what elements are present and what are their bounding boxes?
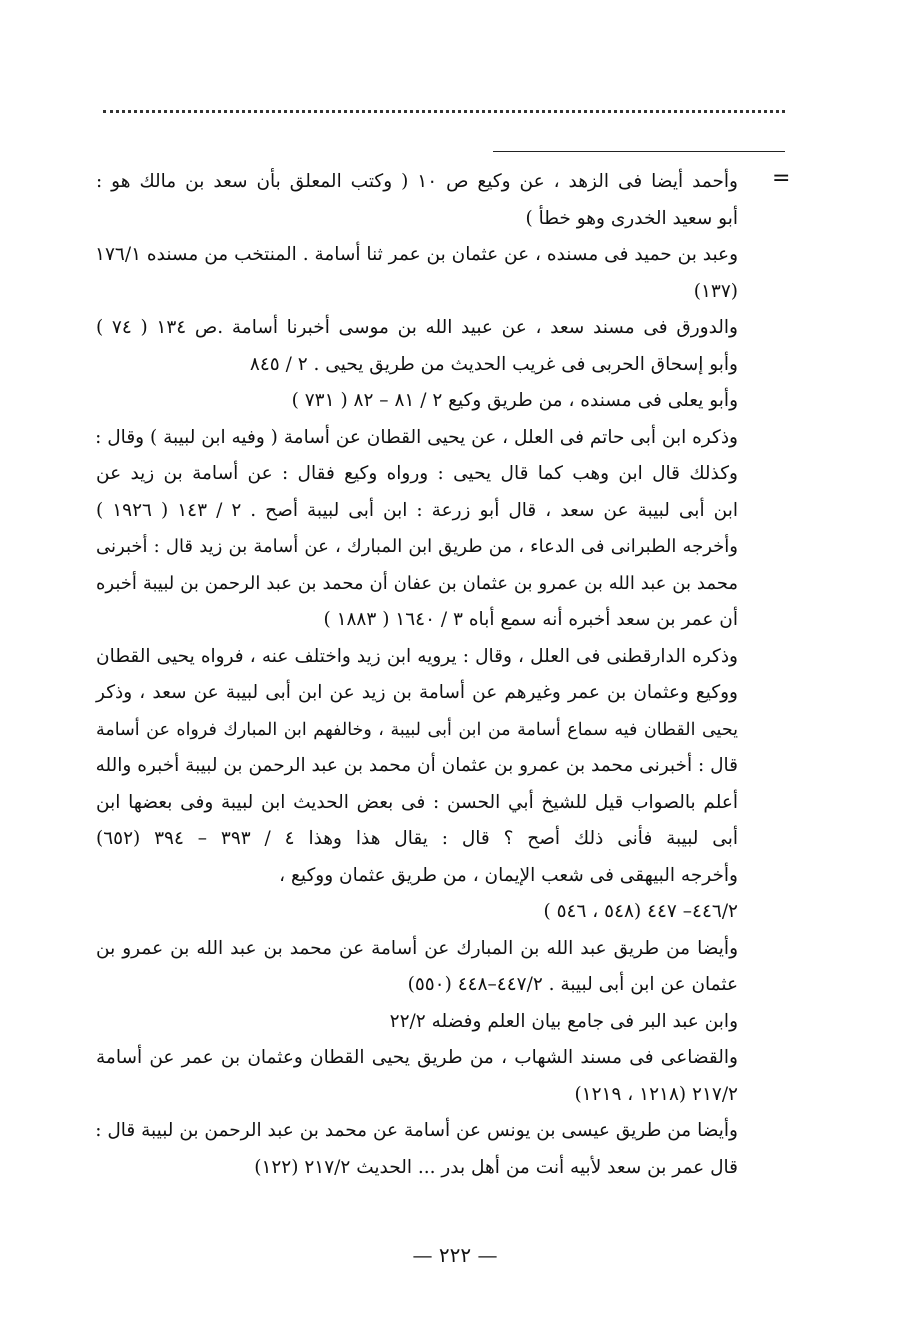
text-line: يحيى القطان فيه سماع أسامة من ابن أبى لبيبة ، وخالفهم ابن المبارك فرواه عن أسامة bbox=[96, 719, 738, 740]
text-line: ٤٤٦/٢– ٤٤٧ (٥٤٨ ، ٥٤٦ ) bbox=[543, 901, 738, 922]
text-line: قال عمر بن سعد لأبيه أنت من أهل بدر ... الحديث ٢١٧/٢ (١٢٢) bbox=[254, 1156, 738, 1178]
text-line: أبى لبيبة فأنى ذلك أصح ؟ قال : يقال هذا وهذا ٤ / ٣٩٣ – ٣٩٤ (٦٥٢) bbox=[96, 828, 739, 849]
text-line: ووكيع وعثمان بن عمر وغيرهم عن أسامة بن زيد عن ابن أبى لبيبة عن سعد ، وذكر bbox=[96, 682, 738, 703]
text-line: وابن عبد البر فى جامع بيان العلم وفضله ٢٢/٢ bbox=[389, 1010, 738, 1032]
text-line: أعلم بالصواب قيل للشيخ أبي الحسن : فى بعض الحديث ابن لبيبة وفى بعضها ابن bbox=[96, 791, 738, 813]
text-line: وذكره الدارقطنى فى العلل ، وقال : يرويه ابن زيد واختلف عنه ، فرواه يحيى القطان bbox=[96, 645, 738, 667]
text-line: وأخرجه الطبرانى فى الدعاء ، من طريق ابن المبارك ، عن أسامة بن زيد قال : أخبرنى bbox=[96, 536, 738, 557]
text-line: وأبو يعلى فى مسنده ، من طريق وكيع ٢ / ٨١ – ٨٢ ( ٧٣١ ) bbox=[291, 390, 738, 411]
footnote-rule bbox=[493, 151, 785, 152]
text-line: أبو سعيد الخدرى وهو خطأ ) bbox=[525, 207, 738, 229]
text-line: وأحمد أيضا فى الزهد ، عن وكيع ص ١٠ ( وكتب المعلق بأن سعد بن مالك هو : bbox=[96, 171, 738, 192]
footnote-text bbox=[96, 164, 738, 1186]
text-line: وأيضا من طريق عبد الله بن المبارك عن أسامة عن محمد بن عبد الله بن عمرو بن bbox=[96, 937, 738, 959]
continuation-mark: = bbox=[772, 166, 791, 191]
text-line: وذكره ابن أبى حاتم فى العلل ، عن يحيى القطان عن أسامة ( وفيه ابن لبيبة ) وقال : bbox=[95, 426, 738, 448]
text-line: عثمان عن ابن أبى لبيبة . ٤٤٧/٢–٤٤٨ (٥٥٠) bbox=[407, 974, 738, 995]
text-line: وأبو إسحاق الحربى فى غريب الحديث من طريق يحيى . ٢ / ٨٤٥ bbox=[249, 353, 738, 375]
text-line: وكذلك قال ابن وهب كما قال يحيى : ورواه وكيع فقال : عن أسامة بن زيد عن bbox=[96, 463, 738, 484]
text-line: ابن أبى لبيبة عن سعد ، قال أبو زرعة : ابن أبى لبيبة أصح . ٢ / ١٤٣ ( ١٩٢٦ ) bbox=[96, 499, 738, 521]
text-line: ٢١٧/٢ (١٢١٨ ، ١٢١٩) bbox=[574, 1083, 738, 1105]
text-line: وأيضا من طريق عيسى بن يونس عن أسامة عن محمد بن عبد الرحمن بن لبيبة قال : bbox=[95, 1120, 738, 1141]
text-line: محمد بن عبد الله بن عمرو بن عثمان بن عفان أن محمد بن عبد الرحمن بن لبيبة أخبره bbox=[96, 572, 738, 594]
text-line: والدورق فى مسند سعد ، عن عبيد الله بن موسى أخبرنا أسامة .ص ١٣٤ ( ٧٤ ) bbox=[96, 317, 738, 338]
text-line: (١٣٧) bbox=[693, 280, 738, 302]
text-line: أن عمر بن سعد أخبره أنه سمع أباه ٣ / ١٦٤٠ ( ١٨٨٣ ) bbox=[323, 609, 738, 630]
dotted-separator bbox=[103, 110, 785, 113]
text-line: والقضاعى فى مسند الشهاب ، من طريق يحيى القطان وعثمان بن عمر عن أسامة bbox=[96, 1047, 738, 1068]
page-number: — ٢٢٢ — bbox=[412, 1243, 498, 1267]
text-line: وأخرجه البيهقى فى شعب الإيمان ، من طريق عثمان ووكيع ، bbox=[279, 864, 738, 886]
text-line: قال : أخبرنى محمد بن عمرو بن عثمان أن محمد بن عبد الرحمن بن لبيبة أخبره والله bbox=[95, 755, 738, 776]
text-line: وعبد بن حميد فى مسنده ، عن عثمان بن عمر ثنا أسامة . المنتخب من مسنده ١٧٦/١ bbox=[95, 244, 738, 265]
